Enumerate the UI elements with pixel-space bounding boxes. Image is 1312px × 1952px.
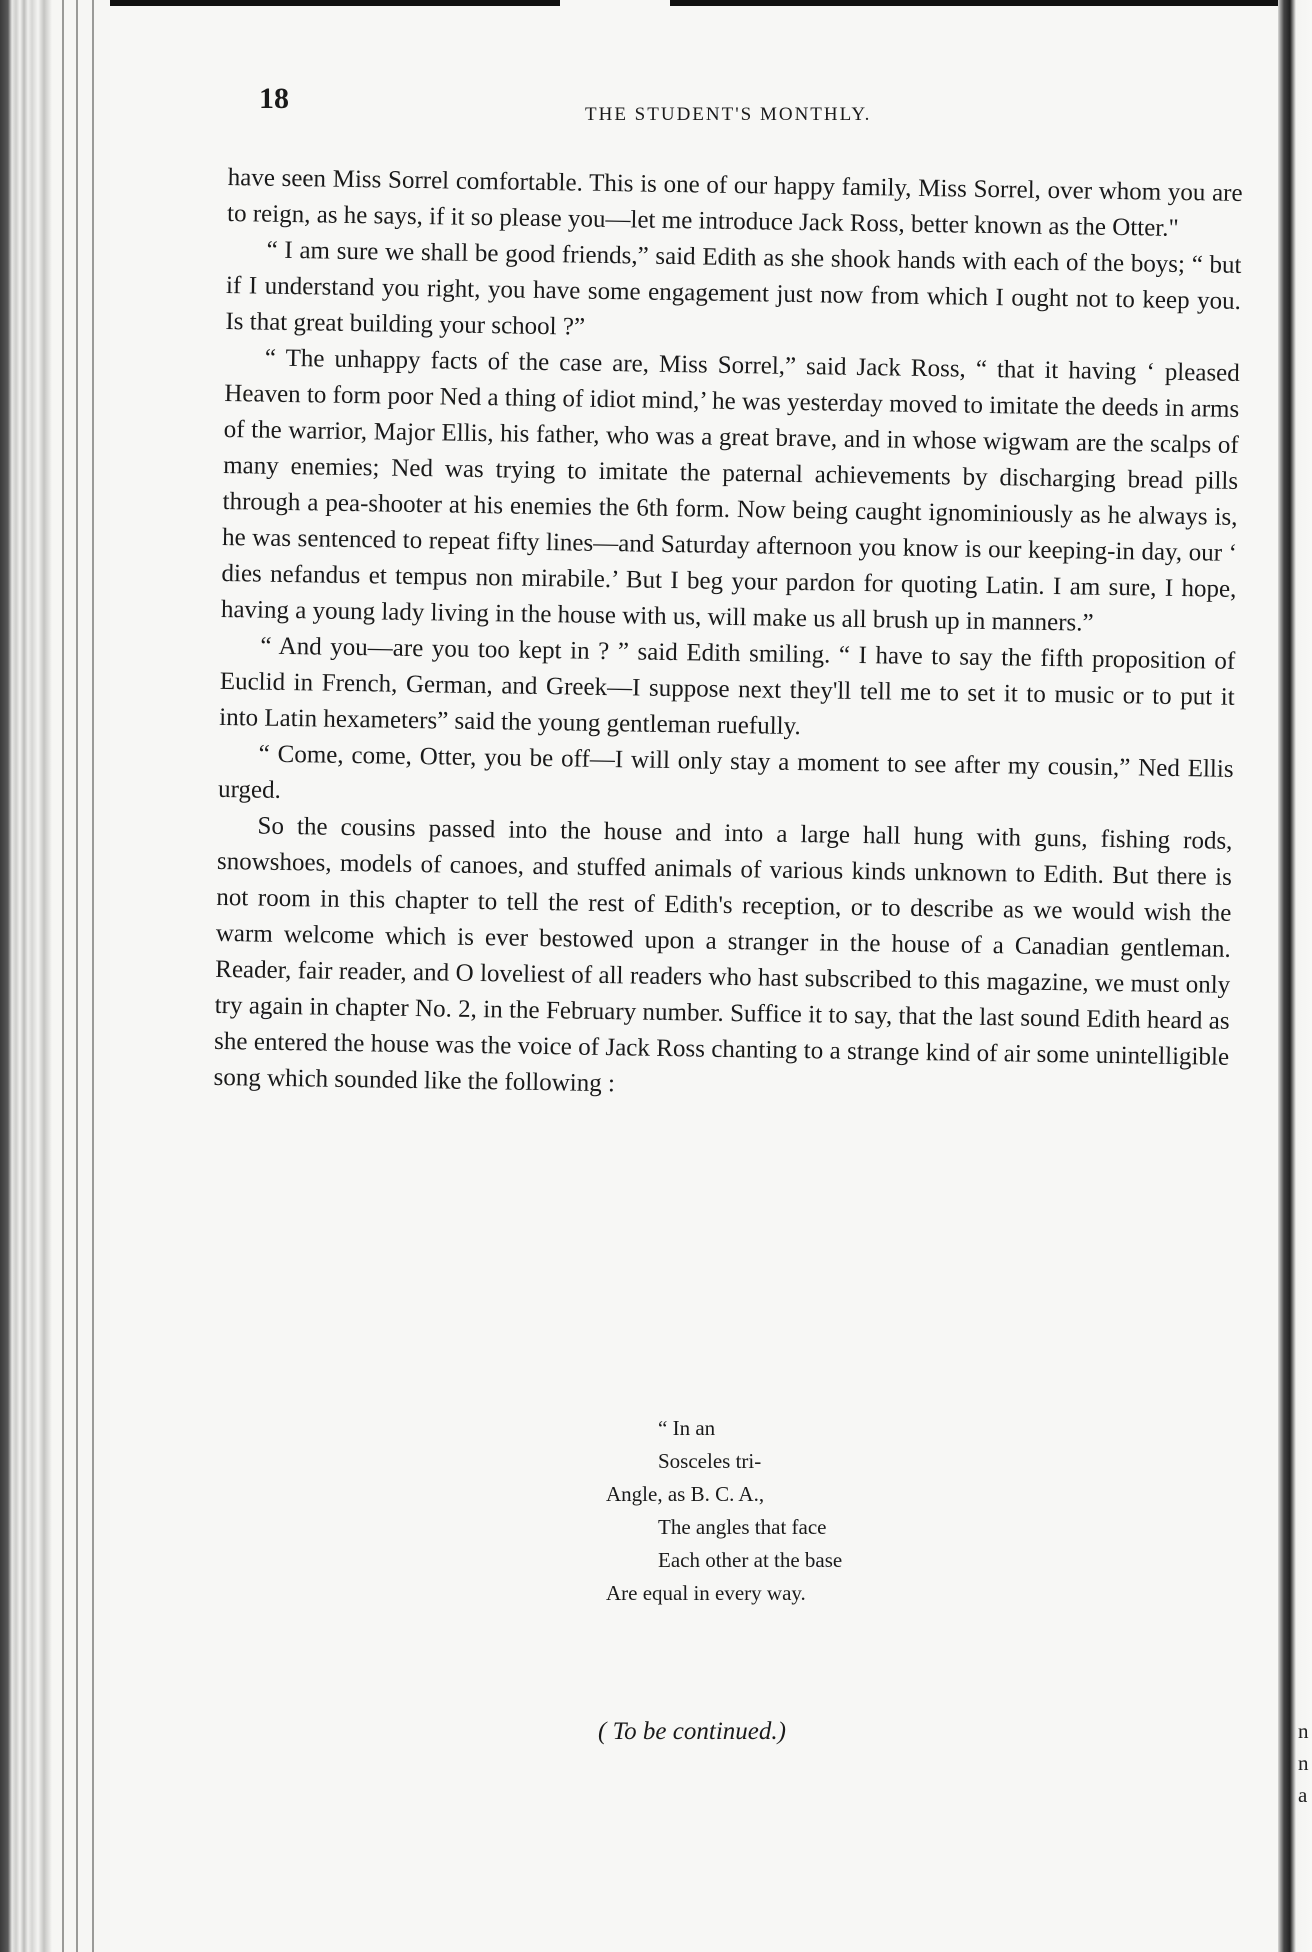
body-text [213, 160, 1243, 1112]
page-edge-line [76, 0, 78, 1952]
paragraph: “ I am sure we shall be good friends,” said Edith as she shook hands with each of the boys; “ but if I understand you right, you have some engagement just now from which I ought not to keep you. Is that great building your school ?” [225, 236, 1242, 341]
poem-line: Are equal in every way. [606, 1581, 806, 1605]
paragraph: “ Come, come, Otter, you be off—I will only stay a moment to see after my cousin,” Ned Ellis urged. [217, 740, 1234, 804]
poem-line: “ In an [658, 1416, 716, 1440]
page-number: 18 [259, 82, 289, 115]
next-page-letter: a [1298, 1783, 1308, 1807]
to-be-continued: ( To be continued.) [598, 1718, 786, 1745]
poem [606, 1412, 842, 1610]
poem-line: Angle, as B. C. A., [606, 1482, 765, 1506]
top-edge-gap [560, 0, 670, 6]
paragraph: So the cousins passed into the house and into a large hall hung with guns, fishing rods, snowshoes, models of canoes, and stuffed animals of various kinds unknown to Edith. But there is not room in this chapter to tell the rest of Edith's reception, or to describe as we would wish the warm welcome which is ever bestowed upon a stranger in the house of a Canadian gentleman. Reader, fair reader, and O loveliest of all readers who hast subscribed to this magazine, we must only try again in chapter No. 2, in the February number. Suffice it to say, that the last sound Edith heard as she entered the house was the voice of Jack Ross chanting to a strange kind of air some unintelligible song which sounded like the following : [213, 812, 1233, 1098]
next-page-fragment [1298, 1715, 1312, 1811]
next-page-letter: n [1298, 1719, 1309, 1743]
poem-line: The angles that face [658, 1515, 827, 1539]
page-fold-shadow [1278, 0, 1312, 1952]
page-edge-line [92, 0, 94, 1952]
paragraph: “ And you—are you too kept in ? ” said Edith smiling. “ I have to say the fifth proposition of Euclid in French, German, and Greek—I suppose next they'll tell me to set it to music or to put it into Latin hexameters” said the young gentleman ruefully. [219, 632, 1236, 741]
running-head: THE STUDENT'S MONTHLY. [585, 104, 872, 125]
paragraph: have seen Miss Sorrel comfortable. This is one of our happy family, Miss Sorrel, over whom you are to reign, as he says, if it so please you—let me introduce Jack Ross, better known as the Otter." [226, 163, 1243, 242]
poem-line: Sosceles tri- [658, 1449, 762, 1473]
next-page-letter: n [1298, 1751, 1309, 1775]
page-edge-line [62, 0, 64, 1952]
poem-line: Each other at the base [658, 1548, 843, 1572]
paragraph: “ The unhappy facts of the case are, Miss Sorrel,” said Jack Ross, “ that it having ‘ pleased Heaven to form poor Ned a thing of idiot mind,’ he was yesterday moved to imitate the deeds in arms of the warrior, Major Ellis, his father, who was a great brave, and in whose wigwam are the scalps of many enemies; Ned was trying to imitate the paternal achievements by discharging bread pills through a pea-shooter at his enemies the 6th form. Now being caught ignominiously as he always is, he was sentenced to repeat fifty lines—and Saturday afternoon you know is our keeping-in day, our ‘ dies nefandus et tempus non mirabile.’ But I beg your pardon for quoting Latin. I am sure, I hope, having a young lady living in the house with us, will make us all brush up in manners.” [220, 344, 1240, 637]
